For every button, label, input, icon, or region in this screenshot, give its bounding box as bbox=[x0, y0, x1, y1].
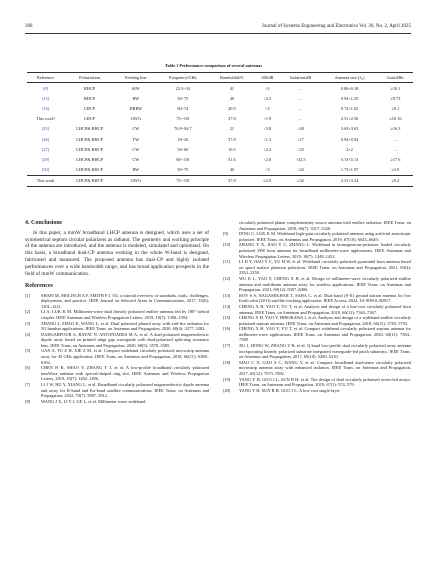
reference-item bbox=[25, 365, 209, 382]
references-list-left bbox=[25, 293, 209, 405]
reference-number: [4] bbox=[25, 331, 31, 337]
reference-number: [1] bbox=[25, 292, 31, 298]
reference-number: [7] bbox=[25, 382, 31, 388]
table-cell: [25] bbox=[41, 126, 50, 132]
table-row bbox=[27, 165, 413, 176]
reference-number bbox=[223, 220, 239, 231]
reference-text: XU J, HONG W, ZHANG Z H, et al. Q-band low-profile dual circularly polarized array antenna incorporating linearly polarized substrate integrated waveguide-fed patch subarrays. IEEE Trans. on Antennas and Propagation, 2017, 65(10): 5200–5210. bbox=[239, 343, 411, 360]
table-cell: ≥10.16 bbox=[389, 116, 402, 122]
reference-text: LI A, LUK K M. Millimeter-wave dual linearly polarized endfire antenna fed by 180° hybrid coupler. IEEE Antennas and Wireless Propagation Letters, 2019, 18(7): 1390–1394. bbox=[41, 309, 209, 320]
table-cell: <2.2 bbox=[263, 146, 272, 152]
table-cell: 0.74×1.02 bbox=[340, 105, 359, 111]
table-cell: [26] bbox=[41, 136, 50, 142]
reference-number: [5] bbox=[25, 348, 31, 354]
table-cell: 50~75 bbox=[177, 95, 189, 101]
column-header: Isolation/dB bbox=[280, 73, 321, 83]
table-cell: ≥9.2 bbox=[378, 175, 413, 186]
reference-item bbox=[25, 309, 209, 320]
table-cell: – bbox=[299, 116, 302, 122]
reference-number: [10] bbox=[223, 242, 231, 248]
right-column bbox=[223, 220, 411, 393]
reference-number: [8] bbox=[25, 398, 31, 404]
table-cell: 0.94×1.25 bbox=[340, 95, 359, 101]
table-cell: LHCP& RHCP bbox=[76, 156, 103, 162]
reference-item bbox=[25, 293, 209, 310]
table-cell: CW bbox=[132, 156, 140, 162]
reference-item bbox=[25, 399, 209, 405]
table-cell: 31.6 bbox=[228, 156, 236, 162]
table-cell: >32.5 bbox=[295, 156, 306, 162]
table-cell: TW bbox=[132, 136, 140, 142]
table-cell: >20 bbox=[297, 126, 304, 132]
reference-text: GAN Z, TU Z H, XIE Z M, et al. Compact wideband circularly polarized microstrip antenna array for 45 GHz application. IEEE Trans. on Antennas and Propagation, 2018, 66(11): 6388–6392. bbox=[41, 348, 209, 365]
table-cell: 75~110 bbox=[157, 175, 209, 186]
table-cell: 1.75×1.97 bbox=[340, 167, 359, 173]
reference-text: LI D Y, JIAO Y C, YU H W, et al. Wideband circularly polarized pyramidal horn antenna based on spoof surface plasmon polaritons. IEEE Trans. on Antennas and Propagation, 2021, 69(4): 2353–2358. bbox=[239, 259, 411, 276]
reference-text: MAO C X, GAO S C, WANG Y, et al. Compact broadband dual-sense circularly polarized microstrip antenna array with enhanced isolation. IEEE Trans. on Antennas and Propagation, 2017, 65(12): 7073–7082. bbox=[239, 359, 411, 377]
reference-item bbox=[223, 388, 411, 394]
header-rule bbox=[25, 33, 411, 34]
table-cell: 37.8 bbox=[209, 175, 255, 186]
reference-item bbox=[223, 276, 411, 293]
table-cell: >22 bbox=[297, 167, 304, 173]
table-cell: LHCP& RHCP bbox=[64, 175, 115, 186]
reference-item bbox=[25, 348, 209, 365]
column-header: Feeding line bbox=[115, 73, 157, 83]
table-cell: 41 bbox=[229, 85, 234, 91]
table-cell: 18~26 bbox=[177, 136, 189, 142]
table-cell: ≥17.6 bbox=[390, 156, 401, 162]
reference-number: [14] bbox=[223, 303, 231, 309]
conclusions-text: In this paper, a mmW broadband LHCP antenna is designed, which uses a set of symmetrical septum circular polarizers as radiator. The geometry and working principle of the antenna are introduced, and the antenna is modeled, simulated and optimized. On this basis, a broadband dual-CP antenna working in the whole W-band is designed, fabricated and measured. The proposed antenna has dual-CP and highly isolated performances over a wide bandwidth range, and has broad application prospects in the field of mmW communication. bbox=[25, 229, 209, 278]
table-cell: SIW bbox=[131, 85, 140, 91]
reference-item bbox=[25, 321, 209, 332]
table-cell: <3.8 bbox=[263, 126, 272, 132]
table-cell: 22.5~34 bbox=[175, 85, 190, 91]
table-cell: – bbox=[394, 146, 397, 152]
table-cell: RW bbox=[132, 167, 140, 173]
journal-title: Journal of Systems Engineering and Electronics Vol. 36, No. 2, April 2025 bbox=[261, 24, 411, 29]
table-cell: <1.3 bbox=[263, 136, 272, 142]
table-cell: [27] bbox=[41, 146, 50, 152]
table-cell: 54~60 bbox=[177, 146, 189, 152]
table-row bbox=[27, 134, 413, 144]
table-cell: LHCP& RHCP bbox=[76, 126, 103, 132]
table-cell: <2.8 bbox=[263, 156, 272, 162]
table-cell: LHCP& RHCP bbox=[76, 167, 103, 173]
reference-item bbox=[25, 332, 209, 349]
table-cell: ≤2.9 bbox=[255, 175, 280, 186]
table-cell: 2.31×2.56 bbox=[340, 116, 359, 122]
reference-text: YANG Y H, GUO J L, SUN B H, et al. The design of dual circularly polarized series-fed arrays. IEEE Trans. on Antennas and Propagation, 2019, 67(1): 574–579. bbox=[239, 376, 411, 388]
references-heading: References bbox=[25, 282, 53, 289]
reference-item bbox=[223, 326, 411, 343]
table-cell: CW bbox=[132, 146, 140, 152]
reference-text: CHENG X H, YAO Y, YU T, et al. Analysis and design of a low-cost circularly polarized horn antenna. IEEE Trans. on Antennas and Propagation, 2018, 66(12): 7363–7367. bbox=[239, 303, 411, 315]
table-cell: RW bbox=[132, 95, 140, 101]
reference-item bbox=[223, 360, 411, 377]
table-cell: ≥3.9 bbox=[391, 167, 400, 173]
table-cell: – bbox=[394, 136, 397, 142]
table-cell: 21 bbox=[229, 126, 234, 132]
table-cell: 40 bbox=[229, 95, 234, 101]
table-cell: – bbox=[299, 95, 302, 101]
table-cell: <3 bbox=[264, 167, 270, 173]
table-cell: >17 bbox=[297, 136, 304, 142]
table-row bbox=[27, 154, 413, 164]
table-row bbox=[27, 124, 413, 134]
reference-number: [16] bbox=[223, 326, 231, 332]
reference-text: CHENG X H, YAO Y, HIROKAWA J, et al. Analysis and design of a wideband endfire circularly polarized septum antenna. IEEE Trans. on Antennas and Propagation, 2018, 66(11): 5783–5793. bbox=[239, 315, 411, 326]
table-cell: RHCP bbox=[83, 95, 96, 101]
reference-text: SHAFI M, MOLISCH A F, SMITH P J. 5G: a tutorial overview of standards, trials, challenges, deployment, and practice. IEEE Journal on Selected Areas in Communications, 2017, 35(6): 1201–1221. bbox=[41, 292, 209, 309]
reference-number: [13] bbox=[223, 292, 231, 298]
reference-item bbox=[25, 382, 209, 399]
left-column bbox=[25, 221, 209, 404]
reference-number: [11] bbox=[223, 259, 231, 265]
table-cell: <2.5 bbox=[263, 95, 272, 101]
table-row bbox=[27, 83, 413, 94]
reference-number: [20] bbox=[223, 387, 231, 393]
reference-text: ZHANG Y X, JIAO Y C, ZHANG L. Wideband in homogeneous-polarizer loaded circularly polarized SIW horn antenna for broadband millimeter-wave applications. IEEE Antennas and Wireless Propagation Letters, 2019, 18(7): 1448–1452. bbox=[239, 242, 411, 259]
reference-item bbox=[223, 377, 411, 388]
table-row bbox=[27, 103, 413, 113]
reference-item bbox=[223, 343, 411, 360]
table-cell: 0.86×0.18 bbox=[340, 85, 359, 91]
reference-text: DADGARPOUR A, BAYAT N, ANTONIADES M A, et al. A dual-polarized magnetoelectric dipole array based on printed ridge gap waveguide with dual-polarized split-ring resonator lens. IEEE Trans. on Antennas and Propagation, 2020, 68(5): 3578–3585. bbox=[41, 331, 209, 348]
reference-item bbox=[223, 315, 411, 326]
reference-number: [18] bbox=[223, 359, 231, 365]
conclusions-heading: 4. Conclusions bbox=[25, 220, 63, 226]
table-cell: LHCP& RHCP bbox=[76, 146, 103, 152]
table-cell: ≥32 bbox=[280, 175, 321, 186]
table-cell: 37.8 bbox=[228, 116, 236, 122]
page-number: 368 bbox=[25, 24, 33, 29]
reference-text: circularly polarized planar complementary source antenna with endfire radiation. IEEE Trans. on Antennas and Propagation, 2018, 66(7): 3317–3326. bbox=[239, 220, 411, 231]
column-header: Gain/dBic bbox=[378, 73, 413, 83]
table-cell: – bbox=[299, 85, 302, 91]
table-cell: ≥9.1 bbox=[391, 105, 400, 111]
column-header: Frequency/GHz bbox=[157, 73, 209, 83]
table-cell: CW bbox=[132, 126, 140, 132]
reference-item bbox=[223, 304, 411, 315]
table-body bbox=[27, 83, 413, 187]
references-list-right bbox=[223, 220, 411, 393]
reference-number: [2] bbox=[25, 309, 31, 315]
table-cell: GWG bbox=[115, 175, 157, 186]
table-row bbox=[27, 93, 413, 103]
table-cell: 37.8 bbox=[228, 136, 236, 142]
reference-number: [15] bbox=[223, 315, 231, 321]
reference-number: [9] bbox=[223, 231, 229, 237]
table-row bbox=[27, 175, 413, 186]
performance-table bbox=[27, 72, 413, 187]
table-cell: This work bbox=[27, 175, 64, 186]
reference-item bbox=[223, 242, 411, 259]
reference-text: CHENG X H, YAO Y, YU T, et al. Compact wideband circularly polarized septum antenna for millimeter-wave applications. IEEE Trans. on Antennas and Propagation, 2020, 68(11): 7584–7588. bbox=[239, 326, 411, 343]
reference-item bbox=[223, 220, 411, 231]
table-cell: 5.13×5.13 bbox=[340, 156, 359, 162]
table-cell: [15] bbox=[41, 95, 50, 101]
reference-item bbox=[223, 259, 411, 276]
table-cell: LHCP bbox=[84, 116, 96, 122]
table-cell: RHCP bbox=[83, 85, 96, 91]
reference-number: [17] bbox=[223, 343, 231, 349]
reference-text: YANG Y H, SUN B H, GUO J L. A low-cost single-layer bbox=[239, 387, 340, 393]
table-cell: ≥9.73 bbox=[390, 95, 401, 101]
table-cell: 50~75 bbox=[177, 167, 189, 173]
table-cell: 0.94×0.94 bbox=[340, 136, 359, 142]
reference-number: [19] bbox=[223, 376, 231, 382]
table-row bbox=[27, 144, 413, 154]
column-header: Reference bbox=[27, 73, 64, 83]
column-header: AR/dB bbox=[255, 73, 280, 83]
table-cell: DRRW bbox=[129, 105, 143, 111]
table-cell: <1.9 bbox=[263, 116, 272, 122]
table-cell: GWG bbox=[130, 116, 141, 122]
table-cell: [8] bbox=[43, 85, 49, 91]
table-cell: [16] bbox=[41, 105, 50, 111]
table-cell: 76.8~94.7 bbox=[174, 126, 192, 132]
table-cell: – bbox=[299, 105, 302, 111]
table-row bbox=[27, 114, 413, 124]
table-cell: 3.63×3.63 bbox=[340, 126, 359, 132]
table-cell: LHCP& RHCP bbox=[76, 136, 103, 142]
table-cell: 10.5 bbox=[228, 146, 236, 152]
table-cell: 40 bbox=[229, 167, 234, 173]
table-cell: ≥16.3 bbox=[390, 126, 401, 132]
table-cell: [30] bbox=[41, 167, 50, 173]
reference-text: ZHANG J, ZHAO K, WANG L, et al. Dual polarized phased array with end-fire radiation for 5G handset applications. IEEE Trans. on Antennas and Propagation, 2020, 68(4): 3277–3282. bbox=[41, 320, 209, 332]
table-cell: This work¹ bbox=[36, 116, 55, 122]
table-cell: 60~74 bbox=[177, 105, 189, 111]
running-header bbox=[25, 24, 411, 29]
table-cell: ≥10.1 bbox=[390, 85, 401, 91]
reference-text: LI J W, HU Y, XIANG L, et al. Broadband circularly polarized magnetoelectric dipole antenna and array for K-band and Ka-band satellite communications. IEEE Trans. on Antennas and Propagation, 2022, 70(7): 5907–5912. bbox=[41, 382, 209, 399]
table-cell: LHCP bbox=[84, 105, 96, 111]
table-cell: 75~110 bbox=[176, 116, 190, 122]
reference-text: DING C, LUK K M. Wideband high-gain circularly polarized antenna using artificial anisotropic polarizer. IEEE Trans. on Antennas and Propagation, 2019, 67(10): 6645–6649. bbox=[239, 231, 411, 242]
reference-item bbox=[223, 231, 411, 242]
table-cell: 80~110 bbox=[176, 156, 190, 162]
table-caption: Table 1 Performance comparison of several antennas bbox=[165, 63, 262, 68]
reference-number: [12] bbox=[223, 275, 231, 281]
table-cell: 20.9 bbox=[228, 105, 236, 111]
reference-text: WU K L, YAO Y, CHENG X H, et al. Design of millimeter-wave circularly polarized endfire antenna and multibeam antenna array for wireless applications. IEEE Trans. on Antennas and Propagation, 2021, 69(12): 8397–8406. bbox=[239, 275, 411, 293]
table-cell: 2.31×3.34 bbox=[321, 175, 378, 186]
reference-text: WANG J X, LI Y J, GE L, et al. Millimeter wave wideband bbox=[41, 398, 146, 404]
column-header: Bandwidth/% bbox=[209, 73, 255, 83]
reference-number: [3] bbox=[25, 320, 31, 326]
reference-text: CHEN H K, SHAO Y, ZHANG Y J, et al. A low-profile broadband circularly polarized mmWave antenna with special-shaped ring slot. IEEE Antennas and Wireless Propagation Letters, 2019, 18(7): 1492–1496. bbox=[41, 365, 209, 382]
column-header: Polarization bbox=[64, 73, 115, 83]
reference-number: [6] bbox=[25, 365, 31, 371]
table-header-row bbox=[27, 73, 413, 83]
reference-item bbox=[223, 293, 411, 304]
table-cell: <3 bbox=[264, 105, 270, 111]
column-header: Antenna size (λ₀) bbox=[321, 73, 378, 83]
table-cell: >25 bbox=[297, 146, 304, 152]
table-cell: <3 bbox=[264, 85, 270, 91]
reference-text: ROY S S, NAGASEKHAR T, SAHA C, et al. Dual band (S-X) ground station antenna for low Earth orbit (LEO) satellite tracking application. IEEE Access, 2022, 10: 80910–80917. bbox=[239, 292, 411, 304]
table-cell: [29] bbox=[41, 156, 50, 162]
table-cell: 2×2 bbox=[346, 146, 353, 152]
